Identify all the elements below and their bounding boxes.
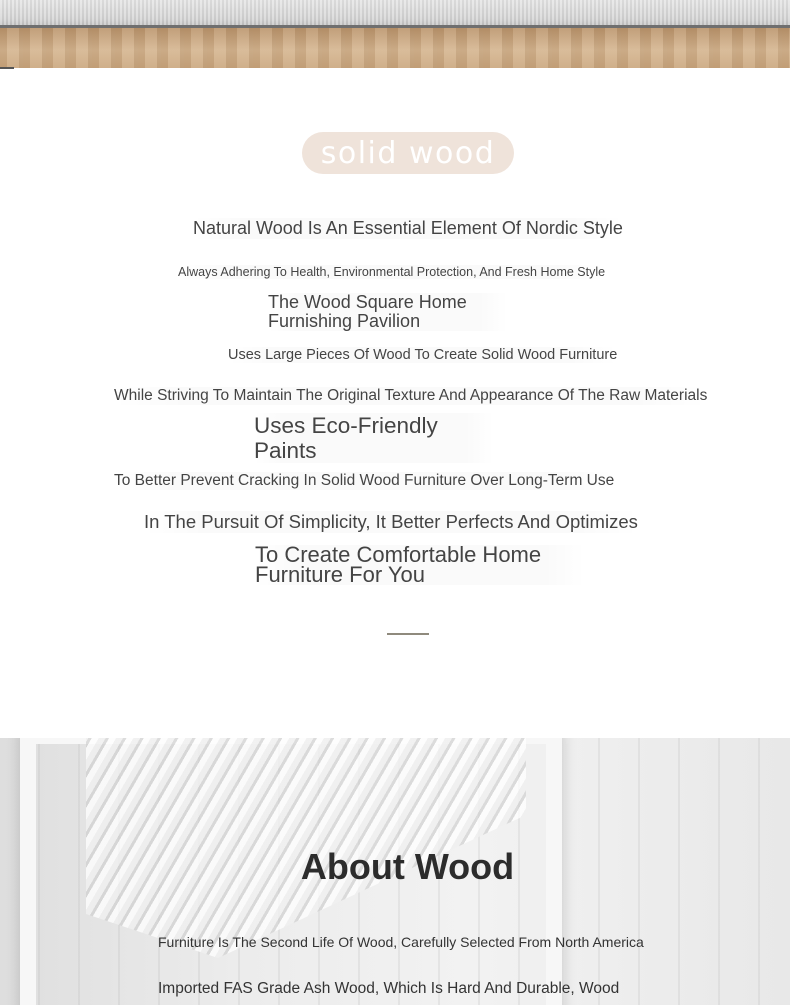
intro-line: Uses Large Pieces Of Wood To Create Solid Wood Furniture [228, 347, 618, 363]
about-paragraph-line: Furniture Is The Second Life Of Wood, Carefully Selected From North America [158, 934, 644, 950]
top-banner-image [0, 0, 790, 68]
about-title: About Wood [300, 846, 515, 887]
corner-mark [0, 67, 14, 69]
intro-line: Uses Eco-Friendly Paints [254, 413, 494, 463]
about-wood-section [0, 738, 790, 1005]
intro-line: While Striving To Maintain The Original Texture And Appearance Of The Raw Materials [114, 387, 708, 404]
sofa-fabric [0, 0, 790, 27]
intro-line: In The Pursuit Of Simplicity, It Better Perfects And Optimizes [144, 511, 638, 532]
section-divider [387, 633, 429, 635]
intro-line: Natural Wood Is An Essential Element Of Nordic Style [193, 218, 623, 238]
solid-wood-badge: solid wood [302, 132, 514, 174]
about-paragraph-line: Imported FAS Grade Ash Wood, Which Is Hard And Durable, Wood [158, 980, 620, 997]
intro-line: To Create Comfortable Home Furniture For You [255, 545, 585, 585]
intro-line: Always Adhering To Health, Environmental Protection, And Fresh Home Style [178, 265, 606, 279]
intro-line: The Wood Square Home Furnishing Pavilion [268, 293, 508, 331]
wood-floor [0, 28, 790, 68]
intro-line: To Better Prevent Cracking In Solid Wood Furniture Over Long-Term Use [114, 472, 615, 489]
